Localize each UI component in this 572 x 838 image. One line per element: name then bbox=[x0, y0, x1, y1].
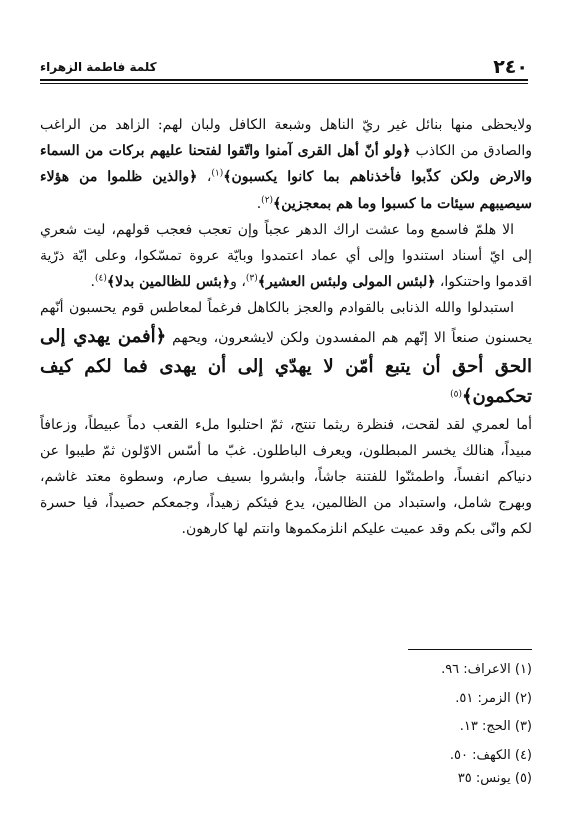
quran-verse: ﴿بئس للظالمين بدلا﴾ bbox=[106, 274, 231, 291]
footnotes bbox=[40, 656, 532, 788]
footnote-2: (٢) الزمر: ٥١. bbox=[455, 690, 532, 706]
page-header bbox=[40, 52, 528, 84]
text: استبدلوا والله الذنابى بالقوادم والعجز بالكاهل فرغماً لمعاطس قوم يحسبون أنّهم يحسنون صنعاً الا إنّهم هم المفسدون ولكن لايشعرون، ويحهم bbox=[40, 300, 532, 346]
footnote-1: (١) الاعراف: ٩٦. bbox=[441, 662, 532, 677]
footnote-marker: (١) bbox=[211, 168, 224, 179]
footnote-4: (٤) الكهف: ٥٠. bbox=[449, 747, 532, 763]
text: . bbox=[90, 274, 95, 291]
footnote-marker: (٢) bbox=[261, 194, 274, 205]
header-rule-thin bbox=[40, 83, 528, 84]
footnote-rule bbox=[408, 649, 532, 650]
quran-verse: ﴿لبئس المولى ولبئس العشير﴾ bbox=[257, 274, 436, 291]
quran-verse: ﴿ولو أنّ أهل القرى آمنوا واتّقوا لفتحنا عليهم بركات من السماء والارض ولكن كذّبوا فأخذناهم بما كانوا يكسبون﴾ bbox=[40, 143, 532, 186]
paragraph-3 bbox=[40, 295, 532, 411]
quran-verse: ﴿والذين ظلموا من هؤلاء سيصيبهم سيئات ما كسبوا وما هم بمعجزين﴾ bbox=[40, 169, 532, 212]
running-title: كلمة فاطمة الزهراء bbox=[40, 60, 157, 74]
body-text bbox=[40, 112, 532, 543]
text: . bbox=[256, 195, 262, 212]
quran-verse: ﴿أفمن يهدي إلى الحق أحق أن يتبع أمّن لا يهدّي إلى أن يهدى فما لكم كيف تحكمون﴾ bbox=[40, 325, 532, 407]
footnote-5: (٥) يونس: ٣٥ bbox=[457, 771, 532, 786]
paragraph-1 bbox=[40, 112, 532, 217]
paragraph-2 bbox=[40, 217, 532, 296]
footnote-3: (٣) الحج: ١٣. bbox=[459, 719, 532, 734]
page-number: ٢٤٠ bbox=[493, 56, 528, 78]
text: أما لعمري لقد لقحت، فنظرة ريثما تنتج، ثمّ احتلبوا ملء القعب دماً عبيطاً، وزعافاً مبيداً، هنالك يخسر المبطلون، ويعرف الباطلون. غبّ ما أسّس الاوّلون ثمّ طيبوا عن دنياكم انفساً، واطمئنّوا للفتنة جاشاً، وابشروا بسيف صارم، وسطوة معتد غاشم، وبهرج شامل، واستبداد من الظالمين، يدع فيئكم زهيداً، وجمعكم حصيداً، فيا حسرة لكم وانّى بكم وقد عميت عليكم انلزمكموها وانتم لها كارهون. bbox=[40, 416, 532, 538]
footnote-marker: (٣) bbox=[245, 273, 258, 284]
text: ، و bbox=[230, 274, 246, 291]
footnote-marker: (٤) bbox=[95, 273, 107, 284]
text: الا هلمّ فاسمع وما عشت اراك الدهر عجباً وإن تعجب فعجب قولهم، ليت شعري إلى ايّ أسناد استندوا وإلى أي عماد اعتمدوا وبايّة عروة تمسّكوا، وعلى ايّة ذرّية اقدموا واحتنكوا، bbox=[40, 221, 532, 291]
paragraph-4 bbox=[40, 412, 532, 543]
text: ولايحظى منها بنائل غير ريّ الناهل وشبعة الكافل ولبان لهم: الزاهد من الراغب والصادق من الكاذب bbox=[40, 117, 532, 160]
footnote-marker: (٥) bbox=[450, 388, 462, 399]
header-rule bbox=[40, 79, 528, 81]
text: ، bbox=[197, 169, 212, 186]
